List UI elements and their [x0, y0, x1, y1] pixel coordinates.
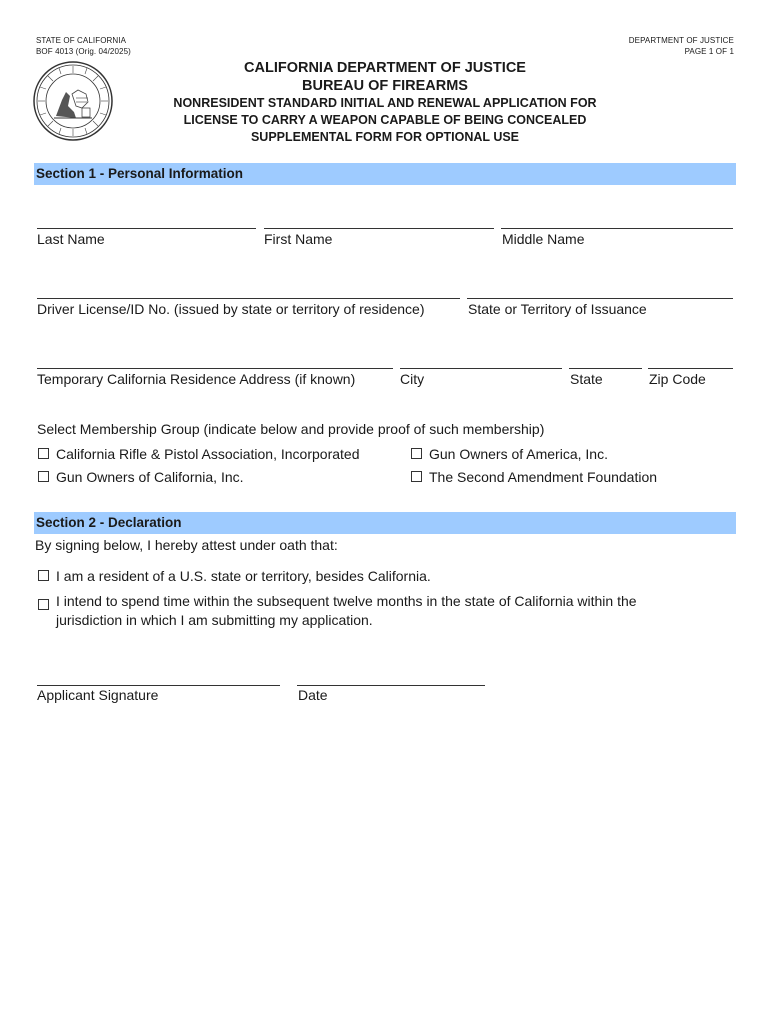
- signature-label: Applicant Signature: [37, 687, 159, 703]
- zip-field[interactable]: [648, 368, 733, 369]
- middle-name-field[interactable]: [501, 228, 733, 229]
- section2-heading: Section 2 - Declaration: [34, 512, 736, 534]
- state-issuance-field[interactable]: [467, 298, 733, 299]
- city-field[interactable]: [400, 368, 562, 369]
- section1-heading: Section 1 - Personal Information: [34, 163, 736, 185]
- state-label: STATE OF CALIFORNIA: [36, 36, 127, 45]
- signature-field[interactable]: [37, 685, 280, 686]
- title-form-line3: SUPPLEMENTAL FORM FOR OPTIONAL USE: [250, 130, 520, 144]
- goa-label: Gun Owners of America, Inc.: [429, 446, 608, 462]
- goc-checkbox[interactable]: [38, 471, 49, 482]
- dl-id-label: Driver License/ID No. (issued by state or territory of residence): [37, 301, 425, 317]
- city-label: City: [400, 371, 425, 387]
- zip-label: Zip Code: [649, 371, 706, 387]
- declaration-intro: By signing below, I hereby attest under oath that:: [35, 537, 338, 553]
- page-number: PAGE 1 OF 1: [684, 47, 734, 56]
- date-field[interactable]: [297, 685, 485, 686]
- intend-attest-line1: I intend to spend time within the subsequent twelve months in the state of California within the: [56, 593, 637, 609]
- intend-attest-line2: jurisdiction in which I am submitting my application.: [56, 612, 373, 628]
- middle-name-label: Middle Name: [502, 231, 585, 247]
- crpa-checkbox[interactable]: [38, 448, 49, 459]
- dl-id-field[interactable]: [37, 298, 460, 299]
- first-name-field[interactable]: [264, 228, 494, 229]
- saf-label: The Second Amendment Foundation: [429, 469, 658, 485]
- resident-checkbox[interactable]: [38, 570, 49, 581]
- goa-checkbox[interactable]: [411, 448, 422, 459]
- saf-checkbox[interactable]: [411, 471, 422, 482]
- crpa-label: California Rifle & Pistol Association, Incorporated: [56, 446, 360, 462]
- state-label-field: State: [570, 371, 603, 387]
- title-form-line1: NONRESIDENT STANDARD INITIAL AND RENEWAL APPLICATION FOR: [173, 96, 597, 110]
- goc-label: Gun Owners of California, Inc.: [56, 469, 244, 485]
- last-name-label: Last Name: [37, 231, 105, 247]
- temp-address-field[interactable]: [37, 368, 393, 369]
- first-name-label: First Name: [264, 231, 333, 247]
- intend-checkbox[interactable]: [38, 599, 49, 610]
- form-number: BOF 4013 (Orig. 04/2025): [36, 47, 131, 56]
- department-label: DEPARTMENT OF JUSTICE: [628, 36, 734, 45]
- last-name-field[interactable]: [37, 228, 256, 229]
- title-form-line2: LICENSE TO CARRY A WEAPON CAPABLE OF BEING CONCEALED: [183, 113, 587, 127]
- title-bureau: BUREAU OF FIREARMS: [302, 78, 468, 94]
- state-issuance-label: State or Territory of Issuance: [468, 301, 647, 317]
- resident-attest-label: I am a resident of a U.S. state or territory, besides California.: [56, 568, 431, 584]
- membership-prompt: Select Membership Group (indicate below and provide proof of such membership): [37, 421, 545, 437]
- temp-address-label: Temporary California Residence Address (if known): [37, 371, 356, 387]
- date-label: Date: [298, 687, 328, 703]
- state-field[interactable]: [569, 368, 642, 369]
- title-department: CALIFORNIA DEPARTMENT OF JUSTICE: [244, 60, 526, 76]
